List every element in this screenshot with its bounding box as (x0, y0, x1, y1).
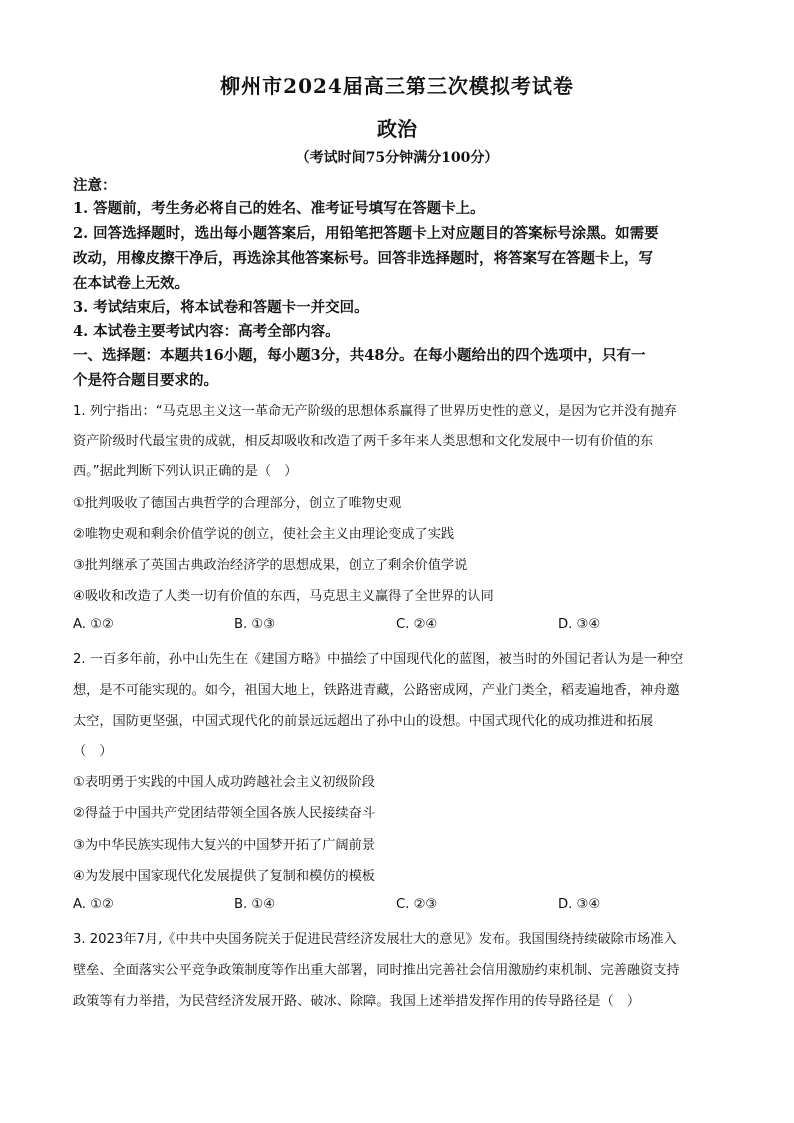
question-2-statement: ①表明勇于实践的中国人成功跨越社会主义初级阶段 (73, 775, 375, 790)
notice-item: 2. 回答选择题时，选出每小题答案后，用铅笔把答题卡上对应题目的答案标号涂黑。如需要 (73, 225, 659, 242)
question-2-text: 想，是不可能实现的。如今，祖国大地上，铁路进青藏，公路密成网，产业门类全，稻麦遍地香，神舟邀 (73, 683, 680, 698)
subject-title: 政治 (377, 117, 417, 141)
question-2-option-c: C. ②③ (396, 897, 438, 912)
question-2-option-a: A. ①② (73, 897, 114, 912)
question-1-option-c: C. ②④ (396, 617, 438, 632)
notice-label: 注意： (73, 177, 117, 194)
question-1-option-b: B. ①③ (234, 617, 276, 632)
notice-item: 3. 考试结束后，将本试卷和答题卡一并交回。 (73, 299, 369, 316)
notice-item: 在本试卷上无效。 (73, 275, 189, 292)
question-2-option-b: B. ①④ (234, 897, 276, 912)
question-2-statement: ④为发展中国家现代化发展提供了复制和模仿的模板 (73, 869, 375, 884)
question-1-option-a: A. ①② (73, 617, 114, 632)
exam-info: （考试时间75分钟满分100分） (295, 150, 499, 166)
question-3-text: 3. 2023年7月,《中共中央国务院关于促进民营经济发展壮大的意见》发布。我国围绕持续破除市场准入 (73, 932, 677, 947)
question-2-statement: ③为中华民族实现伟大复兴的中国梦开拓了广阔前景 (73, 838, 375, 853)
question-2-text: （ ） (73, 744, 113, 759)
question-3-text: 壁垒、全面落实公平竞争政策制度等作出重大部署，同时推出完善社会信用激励约束机制、完善融资支持 (73, 963, 680, 978)
question-2-text: 2. 一百多年前，孙中山先生在《建国方略》中描绘了中国现代化的蓝图，被当时的外国记者认为是一种空 (73, 652, 684, 667)
question-1-text: 西。”据此判断下列认识正确的是（ ） (73, 464, 298, 479)
notice-item: 4. 本试卷主要考试内容：高考全部内容。 (73, 323, 340, 340)
notice-item: 1. 答题前，考生务必将自己的姓名、准考证号填写在答题卡上。 (73, 200, 485, 217)
question-2-option-d: D. ③④ (558, 897, 601, 912)
question-2-statement: ②得益于中国共产党团结带领全国各族人民接续奋斗 (73, 806, 375, 821)
section-heading: 个是符合题目要求的。 (73, 372, 218, 389)
question-1-statement: ①批判吸收了德国古典哲学的合理部分，创立了唯物史观 (73, 496, 402, 511)
question-1-statement: ③批判继承了英国古典政治经济学的思想成果，创立了剩余价值学说 (73, 558, 468, 573)
question-1-text: 1. 列宁指出：“马克思主义这一革命无产阶级的思想体系赢得了世界历史性的意义，是因为它并没有抛弃 (73, 404, 677, 419)
exam-title: 柳州市2024届高三第三次模拟考试卷 (220, 74, 574, 98)
question-3-text: 政策等有力举措，为民营经济发展开路、破冰、除障。我国上述举措发挥作用的传导路径是（ ） (73, 994, 641, 1009)
question-1-statement: ②唯物史观和剩余价值学说的创立，使社会主义由理论变成了实践 (73, 527, 455, 542)
question-2-text: 太空，国防更坚强，中国式现代化的前景远远超出了孙中山的设想。中国式现代化的成功推进和拓展 (73, 714, 654, 729)
question-1-text: 资产阶级时代最宝贵的成就，相反却吸收和改造了两千多年来人类思想和文化发展中一切有价值的东 (73, 434, 654, 449)
section-heading: 一、选择题：本题共16小题，每小题3分，共48分。在每小题给出的四个选项中，只有一 (73, 347, 646, 364)
question-1-statement: ④吸收和改造了人类一切有价值的东西，马克思主义赢得了全世界的认同 (73, 589, 494, 604)
notice-item: 改动，用橡皮擦干净后，再选涂其他答案标号。回答非选择题时，将答案写在答题卡上，写 (73, 250, 653, 267)
question-1-option-d: D. ③④ (558, 617, 601, 632)
